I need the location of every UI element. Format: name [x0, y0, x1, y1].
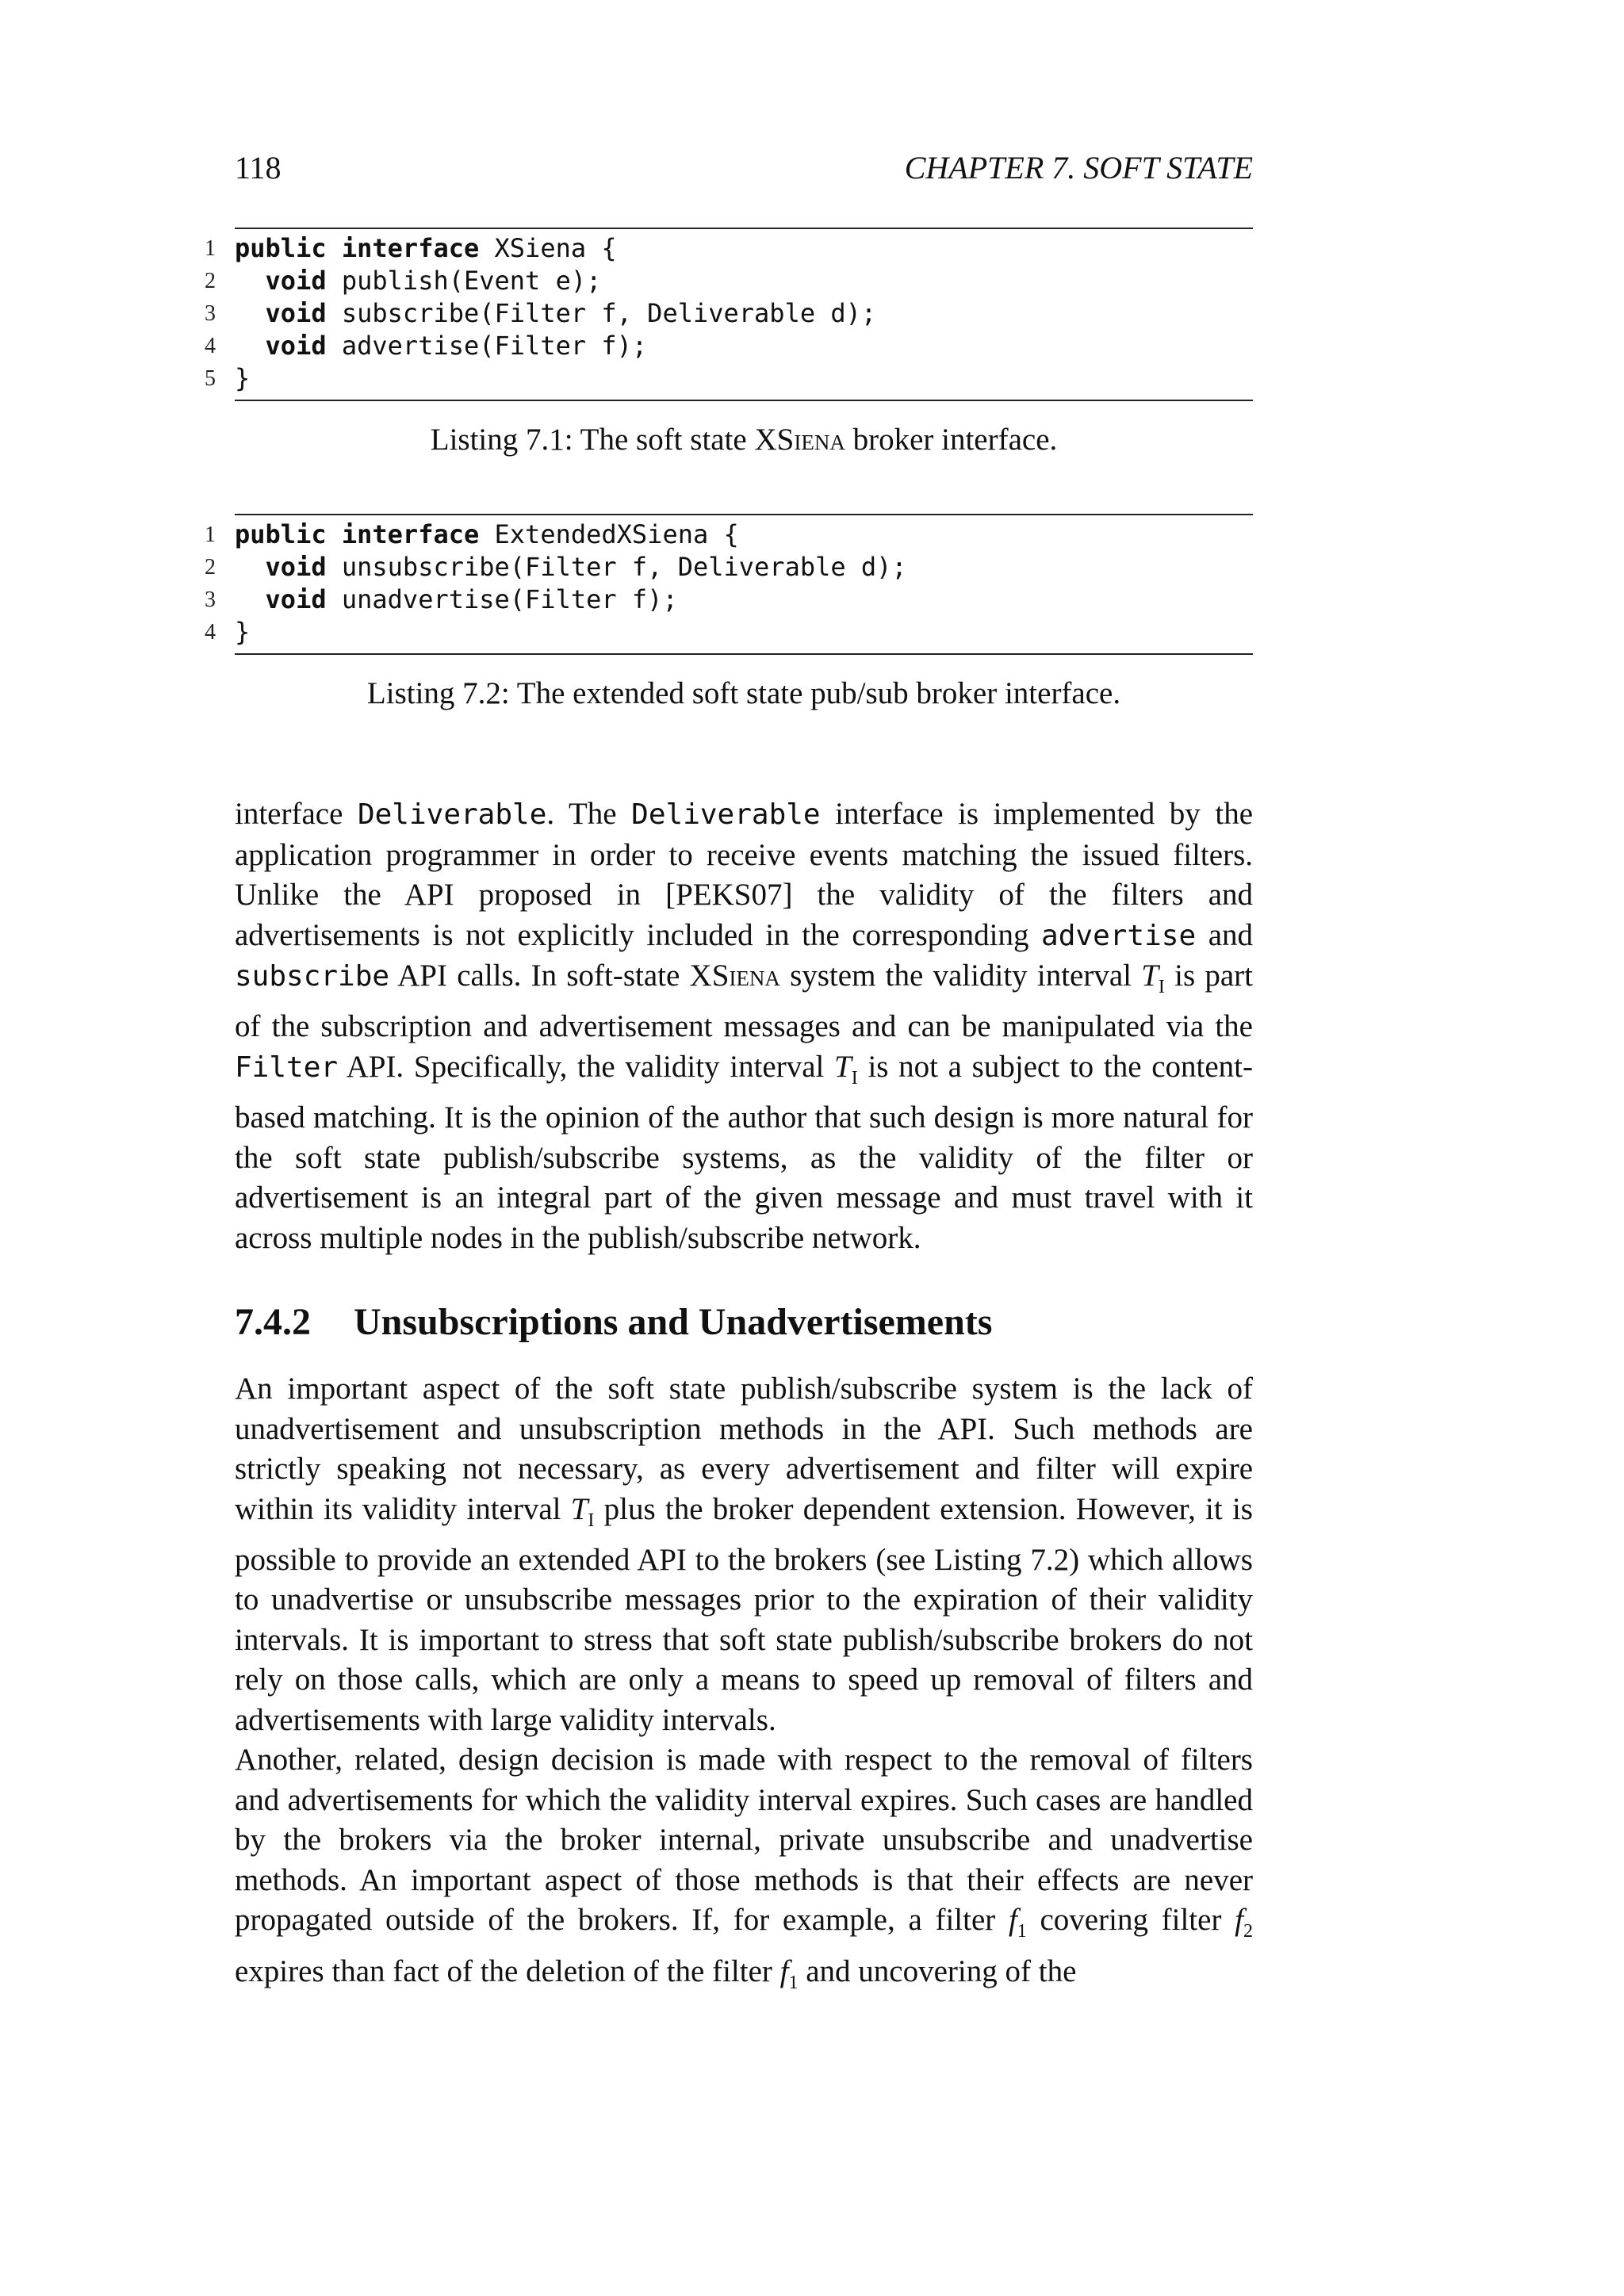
code-line — [205, 519, 1253, 551]
code-line — [205, 616, 1253, 649]
page-header — [235, 147, 1253, 189]
code-text: unadvertise(Filter f); — [326, 584, 678, 614]
math-symbol: $f_1$ — [779, 1954, 799, 1993]
code-text: unsubscribe(Filter f, Deliverable d); — [326, 552, 907, 582]
line-number: 5 — [205, 366, 216, 391]
code-keyword: void — [235, 298, 327, 328]
code-text: subscribe(Filter f, Deliverable d); — [326, 298, 877, 328]
section-heading — [235, 1299, 1253, 1346]
inline-code: Filter — [235, 1050, 339, 1084]
small-caps-text: Siena — [711, 959, 780, 993]
code-text: publish(Event e); — [326, 266, 602, 296]
code-text: advertise(Filter f); — [326, 331, 648, 361]
code-block — [205, 515, 1253, 653]
code-listing-1 — [205, 228, 1253, 401]
line-number: 4 — [205, 620, 216, 645]
code-keyword: void — [235, 266, 327, 296]
code-keyword: public interface — [235, 233, 480, 263]
code-keyword: public interface — [235, 519, 480, 549]
line-number: 3 — [205, 301, 216, 326]
running-head: CHAPTER 7. SOFT STATE — [904, 150, 1253, 186]
math-symbol: $T_I$ — [570, 1491, 595, 1531]
section-title-text: Unsubscriptions and Unadvertisements — [354, 1301, 993, 1343]
listing-bottom-rule — [235, 653, 1253, 655]
code-listing-2 — [205, 514, 1253, 655]
line-number: 4 — [205, 334, 216, 358]
body-paragraph: interface Deliverable. The Deliverable interface is implemented by the application programmer in order to receive events matching the issued filters. Unlike the API proposed in [PEKS07] the validity of the filters and advertisements is not explicitly included in the corresponding advertise and subscribe API calls. In soft-state XSiena system the validity interval $T_I$ is part of the subscription and advertisement messages and can be manipulated via the Filter API. Specifically, the validity interval $T_I$ is not a subject to the content-based matching. It is the opinion of the author that such design is more natural for the soft state publish/subscribe systems, as the validity of the filter or advertisement is an integral part of the given message and must travel with it across multiple nodes in the publish/subscribe network. — [235, 797, 1254, 1255]
caption-text: Listing 7.1: The soft state X — [430, 423, 777, 457]
line-number: 3 — [205, 587, 216, 612]
body-paragraph: An important aspect of the soft state publish/subscribe system is the lack of unadvertisement and unsubscription methods in the API. Such methods are strictly speaking not necessary, as every advertisement and filter will expire within its validity interval $T_I$ plus the broker dependent extension. However, it is possible to provide an extended API to the brokers (see Listing 7.2) which allows to unadvertise or unsubscribe messages prior to the expiration of their validity intervals. It is important to stress that soft state publish/subscribe brokers do not rely on those calls, which are only a means to speed up removal of filters and advertisements with large validity intervals. Another, related, design decision is made with respect to the removal of filters and advertisements for which the validity interval expires. Such cases are handled by the brokers via the broker internal, private unsubscribe and unadvertise methods. An important aspect of those methods is that their effects are never propagated outside of the brokers. If, for example, a filter $f_1$ covering filter $f_2$ expires than fact of the deletion of the filter $f_1$ and uncovering of the — [235, 1372, 1253, 1993]
code-line — [205, 551, 1253, 584]
caption-text: broker interface. — [845, 423, 1058, 457]
section-number: 7.4.2 — [235, 1301, 311, 1343]
math-symbol: $T_I$ — [834, 1049, 858, 1089]
inline-code: subscribe — [235, 960, 390, 993]
code-text: } — [235, 617, 251, 647]
code-text: ExtendedXSiena { — [479, 519, 739, 549]
inline-code: Deliverable — [631, 798, 821, 831]
math-symbol: $f_2$ — [1235, 1903, 1253, 1942]
code-line — [205, 584, 1253, 616]
line-number: 1 — [205, 236, 216, 261]
code-text: } — [235, 363, 251, 393]
caption-smallcaps: Siena — [776, 423, 845, 457]
line-number: 2 — [205, 555, 216, 580]
code-line — [205, 362, 1253, 395]
listing-1-caption — [235, 420, 1253, 460]
code-text: XSiena { — [479, 233, 617, 263]
line-number: 2 — [205, 269, 216, 293]
line-number: 1 — [205, 522, 216, 547]
code-line — [205, 232, 1253, 265]
code-line — [205, 265, 1253, 297]
inline-code: advertise — [1041, 919, 1197, 952]
listing-2-caption: Listing 7.2: The extended soft state pub/sub broker interface. — [366, 676, 1121, 710]
page-number: 118 — [235, 150, 282, 186]
code-keyword: void — [235, 552, 327, 582]
math-symbol: $T_I$ — [1141, 959, 1165, 997]
code-line — [205, 297, 1253, 330]
code-keyword: void — [235, 584, 327, 614]
inline-code: Deliverable — [357, 798, 547, 831]
listing-bottom-rule — [235, 400, 1253, 401]
math-symbol: $f_1$ — [1008, 1903, 1027, 1942]
code-block — [205, 229, 1253, 400]
code-keyword: void — [235, 331, 327, 361]
code-line — [205, 330, 1253, 362]
